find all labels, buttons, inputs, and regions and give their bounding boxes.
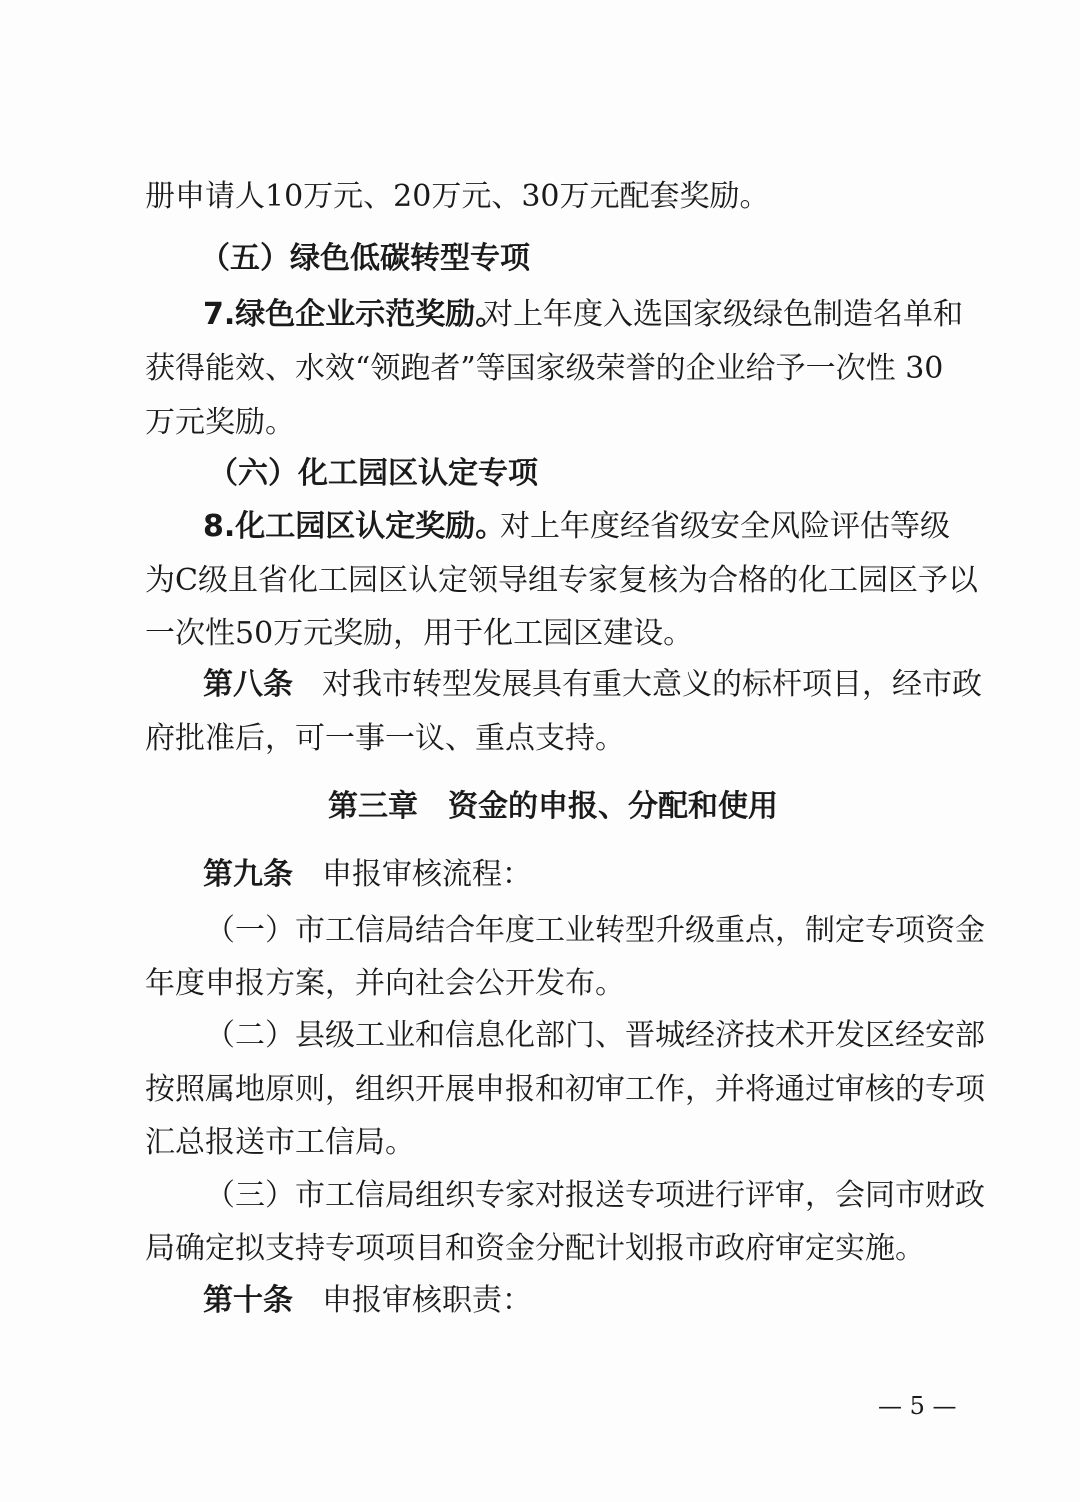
- body-text-line: （二）县级工业和信息化部门、晋城经济技术开发区经安部: [205, 1018, 985, 1053]
- paragraph-title: 7.绿色企业示范奖励。: [203, 297, 506, 332]
- body-text-line: 年度申报方案，并向社会公开发布。: [145, 966, 625, 1001]
- body-text-line: （三）市工信局组织专家对报送专项进行评审，会同市财政: [205, 1178, 985, 1213]
- body-text-line: 对我市转型发展具有重大意义的标杆项目，经市政: [322, 667, 982, 702]
- body-text-line: 申报审核流程：: [322, 857, 532, 892]
- page-number: — 5 —: [878, 1392, 957, 1420]
- article-title: 第九条: [203, 857, 293, 892]
- body-text-line: 获得能效、水效“领跑者”等国家级荣誉的企业给予一次性 30: [145, 351, 944, 386]
- body-text-line: 汇总报送市工信局。: [145, 1125, 415, 1160]
- chapter-heading: 第三章 资金的申报、分配和使用: [328, 789, 778, 824]
- article-title: 第八条: [203, 667, 293, 702]
- body-text-line: （一）市工信局结合年度工业转型升级重点，制定专项资金: [205, 913, 985, 948]
- body-text-line: 万元奖励。: [145, 405, 295, 440]
- body-text-line: 册申请人10万元、20万元、30万元配套奖励。: [145, 179, 770, 214]
- article-title: 第十条: [203, 1283, 293, 1318]
- body-text-line: 一次性50万元奖励，用于化工园区建设。: [145, 616, 694, 651]
- body-text-line: 局确定拟支持专项项目和资金分配计划报市政府审定实施。: [145, 1231, 925, 1266]
- body-text-line: 为C级且省化工园区认定领导组专家复核为合格的化工园区予以: [145, 563, 978, 598]
- body-text-line: 按照属地原则，组织开展申报和初审工作，并将通过审核的专项: [145, 1072, 985, 1107]
- section-heading: （五）绿色低碳转型专项: [200, 241, 530, 276]
- body-text-line: 府批准后，可一事一议、重点支持。: [145, 721, 625, 756]
- paragraph-title: 8.化工园区认定奖励。: [203, 509, 506, 544]
- body-text-line: 对上年度经省级安全风险评估等级: [500, 509, 950, 544]
- body-text-line: 申报审核职责：: [322, 1283, 532, 1318]
- body-text-line: 对上年度入选国家级绿色制造名单和: [483, 297, 963, 332]
- section-heading: （六）化工园区认定专项: [208, 456, 538, 491]
